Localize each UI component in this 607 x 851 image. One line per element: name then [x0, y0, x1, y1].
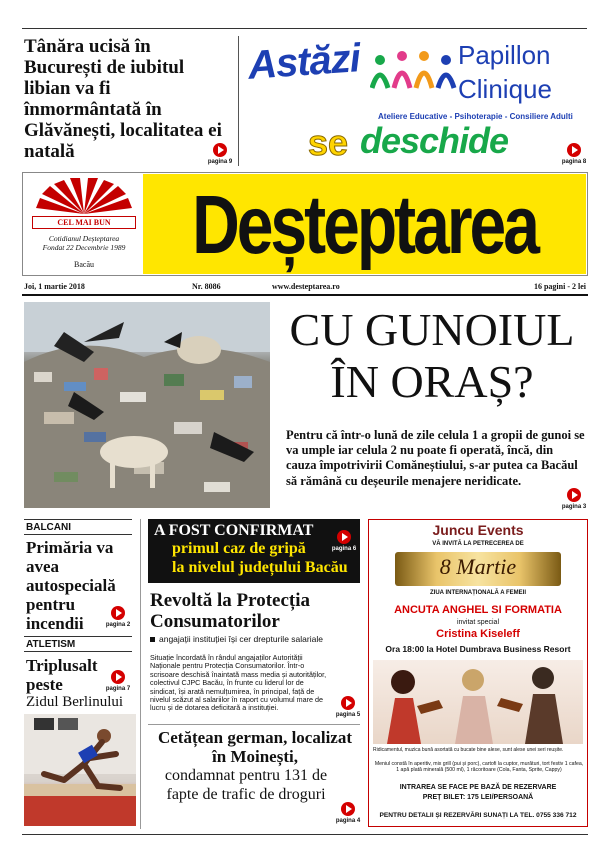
event-guest: Cristina Kiseleff	[436, 628, 520, 640]
event-invite: VĂ INVITĂ LA PETRECEREA DE	[432, 541, 524, 547]
event-date-word: 8 Martie	[439, 554, 517, 579]
badge-cel-mai-bun: CEL MAI BUN	[32, 216, 136, 229]
event-subtitle: ZIUA INTERNAȚIONALĂ A FEMEII	[430, 590, 526, 596]
top-advertisement[interactable]	[242, 34, 590, 168]
landfill-illustration	[24, 302, 270, 508]
event-special-label: invitat special	[456, 619, 500, 626]
top-rule	[22, 28, 587, 29]
issue-number: Nr. 8086	[192, 282, 221, 291]
play-icon	[111, 606, 125, 620]
event-contact[interactable]: PENTRU DETALII ȘI REZERVĂRI SUNAȚI LA TEL. 0755 336 712	[379, 812, 577, 819]
ad-word-astazi: Astăzi	[246, 36, 362, 88]
flu-page-link[interactable]	[330, 528, 358, 552]
event-advertisement[interactable]	[368, 519, 588, 827]
play-icon	[341, 802, 355, 816]
event-note: Ridicamentul, muzica bună asortată cu bucate bine alese, sunt alese unei seri reușite.	[373, 747, 564, 753]
flu-line2: la nivelul județului Bacău	[172, 559, 348, 576]
event-reservation: INTRAREA SE FACE PE BAZĂ DE REZERVARE	[399, 784, 557, 791]
ad-page: pagina 8	[561, 159, 587, 165]
atletism-page-link[interactable]	[104, 668, 132, 692]
revolt-page-link[interactable]	[334, 694, 362, 718]
ad-word-se: se	[308, 122, 349, 163]
event-title: Juncu Events	[432, 522, 524, 538]
top-divider	[238, 36, 239, 166]
section-rule	[24, 651, 132, 652]
german-headline-bold[interactable]: Cetățean german, localizat în Moinești,	[157, 728, 353, 766]
masthead-title[interactable]: Deșteptarea	[192, 177, 537, 271]
info-bar	[22, 280, 588, 296]
revolt-deck	[150, 634, 360, 644]
performers-illustration	[373, 660, 583, 744]
main-story-page: pagina 3	[561, 504, 587, 510]
revolt-deck-text: angajații instituției își cer drepturile salariale	[159, 634, 323, 644]
revolt-page: pagina 5	[335, 712, 361, 718]
main-story-page-link[interactable]	[560, 486, 588, 510]
top-story[interactable]	[24, 36, 224, 162]
play-icon	[567, 143, 581, 157]
masthead-subtitle: Cotidianul Deșteptarea Fondat 22 Decembrie 1989	[42, 234, 126, 252]
section-rule	[24, 636, 132, 637]
play-icon	[213, 143, 227, 157]
column-divider	[140, 519, 141, 829]
atletism-headline-bold[interactable]: Triplusalt peste	[26, 656, 98, 694]
masthead-city: Bacău	[74, 260, 94, 269]
atletism-page: pagina 7	[105, 686, 131, 692]
main-story-body: Pentru că într-o lună de zile celula 1 a gropii de gunoi se va umple iar celula 2 nu poate fi operată, încă, din cauza împotrivirii Comăneștiului, s-ar putea ca Bacăul să rămână cu deșeurile menajere neridicate.	[286, 428, 585, 488]
german-page-link[interactable]	[334, 800, 362, 824]
masthead-title-block[interactable]	[143, 174, 586, 274]
event-price: PREȚ BILET: 175 LEI/PERSOANĂ	[422, 794, 534, 801]
ad-tagline: Ateliere Educative - Psihoterapie - Consiliere Adulti	[378, 112, 573, 121]
balcani-page: pagina 2	[105, 622, 131, 628]
masthead-logo-block	[24, 174, 142, 274]
people-logo-icon	[370, 48, 460, 98]
event-menu: Meniul constă în aperitiv, mix grill (pui și porc), cartofi la cuptor, murături, tort festiv 1 cafea, 1 apă plată minerală (500 ml), 1 răcoritoare (Cola, Fanta, Sprite, Cappy)	[374, 761, 584, 774]
play-icon	[111, 670, 125, 684]
bottom-rule	[22, 834, 588, 835]
section-rule	[24, 534, 132, 535]
revolt-headline[interactable]: Revoltă la Protecția Consumatorilor	[150, 590, 311, 632]
website-link[interactable]: www.desteptarea.ro	[272, 282, 340, 291]
performers-photo	[373, 660, 583, 744]
issue-date: Joi, 1 martie 2018	[24, 282, 85, 291]
section-balcani: BALCANI	[26, 522, 71, 533]
ad-word-deschide: deschide	[360, 120, 509, 161]
flu-tag: A FOST CONFIRMAT	[154, 522, 314, 539]
section-atletism: ATLETISM	[26, 639, 76, 650]
flu-page: pagina 6	[331, 546, 357, 552]
balcani-page-link[interactable]	[104, 604, 132, 628]
play-icon	[337, 530, 351, 544]
landfill-photo	[24, 302, 270, 508]
ad-brand-papillon: Papillon	[458, 40, 551, 70]
german-page: pagina 4	[335, 818, 361, 824]
play-icon	[567, 488, 581, 502]
section-rule	[24, 519, 132, 520]
athlete-photo	[24, 714, 136, 826]
german-headline-normal[interactable]: condamnat pentru 131 de fapte de trafic de droguri	[164, 767, 328, 803]
revolt-body: Situație încordată în rândul angajaților Autorității Naționale pentru Protecția Consumatorilor. Într-o scrisoare deschisă înaintată mass media și autorităților, colectivul CJPC Bacău, în frunte cu liderul lor de sindicat, își arată nemulțumirea, în principal, față de nivelul scăzut al salariilor în raport cu volumul mare de lucru și de dotarea deficitară a instituției.	[150, 653, 327, 713]
square-bullet-icon	[150, 637, 155, 642]
main-headline[interactable]: CU GUNOIUL ÎN ORAȘ?	[289, 304, 575, 407]
balcani-headline[interactable]: Primăria va avea autospecială pentru incendii	[26, 538, 116, 633]
ad-brand-clinique: Clinique	[458, 74, 552, 104]
top-story-headline[interactable]: Tânăra ucisă în București de iubitul libian va fi înmormântată în Glăvănești, localitatea ei natală	[24, 36, 222, 162]
athlete-illustration	[24, 714, 136, 826]
event-performer: ANCUTA ANGHEL SI FORMATIA	[394, 604, 562, 616]
flu-line1: primul caz de gripă	[172, 540, 306, 557]
event-time-place: Ora 18:00 la Hotel Dumbrava Business Resort	[385, 644, 571, 654]
story-divider	[148, 724, 360, 725]
sunrise-logo-icon	[32, 178, 136, 214]
atletism-headline-normal[interactable]: Zidul Berlinului	[26, 694, 124, 710]
issue-price: 16 pagini - 2 lei	[533, 282, 586, 291]
top-story-page: pagina 9	[207, 159, 233, 165]
play-icon	[341, 696, 355, 710]
flu-box[interactable]	[148, 519, 360, 583]
